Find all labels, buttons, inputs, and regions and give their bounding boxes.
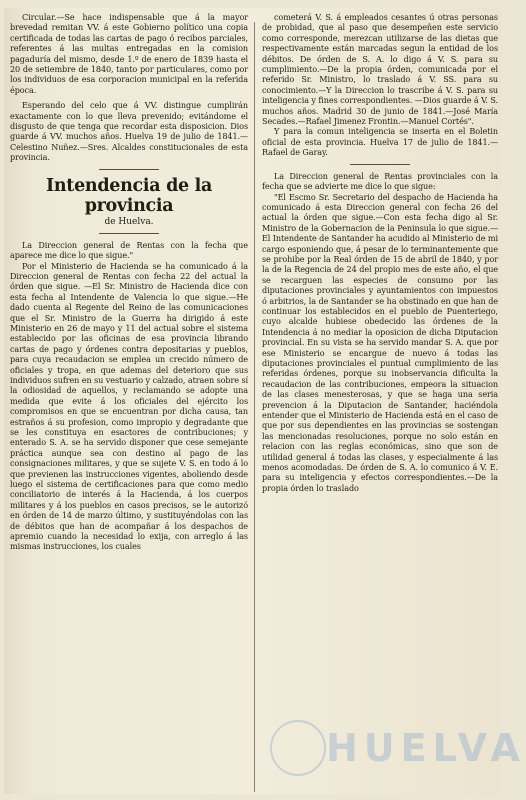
watermark-text: HUELVA <box>326 726 526 770</box>
hacienda-order-paragraph: "El Escmo Sr. Secretario del despacho de Hacienda ha comunicado á esta Direccion general con fecha 26 del actual la órden que sigue.—Con esta fecha digo al Sr. Ministro de la Gobernacion de la Peninsula lo que sigue.—El Intendente de Santander ha acudido al Ministerio de mi cargo esponiendo que, á pesar de lo terminantemente que se prohibe por la Real órden de 15 de abril de 1840, y por la de la Regencia de 24 del propio mes de este año, el que se recarguen las especies de consumo por las diputaciones provinciales y ayuntamientos con impuestos ó arbitrios, la de Santander se ha obstinado en que han de continuar los establecidos en el pueblo de Puenteriego, cuyo alcalde hubiese obedecido las órdenes de la Intendencia á no mediar la oposicion de dicha Diputacion provincial. En su vista se ha servido mandar S. A. que por ese Ministerio se encargue de nuevo á todas las diputaciones provinciales el puntual cumplimiento de las referidas órdenes, porque su inobservancia dificulta la recaudacion de las contribuciones, empeora la situacion de las clases menesterosas, y que se haga una seria prevencion á la Diputacion de Santander, haciéndola entender que el Ministerio de Hacienda está en el caso de que por sus dependientes en las provincias se sostengan las mencionadas resoluciones, porque no solo están en relacion con las reglas económicas, sino que son de utilidad general á todas las clases, y especialmente á las menos acomodadas. De órden de S. A. lo comunico á V. E. para su inteligencia y efectos correspondientes.—De la propia órden lo traslado <box>262 191 498 493</box>
section-title: Intendencia de la provincia <box>45 175 213 216</box>
intendencia-paragraph-1: La Direccion general de Rentas con la fecha que aparece me dice lo que sigue." <box>10 239 248 261</box>
continuation-paragraph: cometerá V. S. á empleados cesantes ú otras personas de probidad, que al paso que desempeñen este servicio como corresponde, merezcan utilizarse de las dietas que respectivamente están marcadas segun la entidad de los débitos. De órden de S. A. lo digo á V. S. para su cumplimiento.—De la propia órden, comunicada por el referido Sr. Ministro, lo traslado á V. SS. para su conocimiento.—Y la Direccion lo trascribe á V. S. para su inteligencia y fines correspondientes. —Dios guarde á V. S. muchos años. Madrid 30 de junio de 1841.—José María Secades.—Rafael Jimenez Frontin.—Manuel Cortés". <box>262 12 498 127</box>
insertion-notice-paragraph: Y para la comun inteligencia se inserta en el Boletin oficial de esta provincia. Huelva 17 de julio de 1841.—Rafael de Garay. <box>262 126 498 158</box>
section-divider-2 <box>99 233 159 234</box>
section-subtitle: de Huelva. <box>104 216 154 227</box>
section-divider <box>99 169 159 170</box>
article-divider <box>350 164 410 165</box>
circular-paragraph-2: Esperando del celo que á VV. distingue cumplirán exactamente con lo que lleva prevenido; evitándome el disgusto de que tenga que recordar esta disposicion. Dios guarde á VV. muchos años. Huelva 19 de julio de 1841.—Celestino Nuñez.—Sres. Alcaldes constitucionales de esta provincia. <box>10 100 248 163</box>
rentas-intro-paragraph: La Direccion general de Rentas provinciales con la fecha que se advierte me dice lo que sigue: <box>262 170 498 192</box>
intendencia-paragraph-2: Por el Ministerio de Hacienda se ha comunicado á la Direccion general de Rentas con fecha 22 del actual la órden que sigue. —El Sr. Ministro de Hacienda dice con esta fecha al Intendente de Valencia lo que sigue.—He dado cuenta al Regente del Reino de las comunicaciones que el Sr. Ministro de la Guerra ha dirigido á este Ministerio en 26 de mayo y 11 del actual sobre el sistema establecido por las oficinas de esa provincia librando cartas de pago y órdenes contra depositarias y pueblos, para cuya recaudacion se emplea un crecido número de oficiales y tropa, en que ademas del deterioro que sus individuos sufren en su vestuario y calzado, atraen sobre sí la odiosidad de aquellos, y reclamando se adopte una medida que evite á los oficiales del ejército los compromisos en que se encuentran por dicha causa, tan estraños á su profesion, como impropio y degradante que se les constituya en esactores de contribuciones; y enterado S. A. se ha servido disponer que cese semejante práctica aunque sea con destino al pago de las consignaciones militares, y que se sujete V. S. en todo á lo que previenen las instrucciones vigentes, aboliendo desde luego el sistema de certificaciones para que como medio conciliatorio de interés á la Hacienda, á los cuerpos militares y á los pueblos en casos precisos, se le autorizó en órden de 14 de marzo último, y sustituyéndolas con las de débitos que han de acompañar á los despachos de apremio cuando la necesidad lo exija, con arreglo á las mismas instrucciones, los cuales <box>10 260 248 552</box>
right-column <box>262 12 498 493</box>
archive-watermark <box>266 716 526 790</box>
column-rule <box>254 22 255 792</box>
seal-icon <box>270 720 326 776</box>
left-column <box>10 12 248 552</box>
newspaper-page <box>4 8 526 794</box>
circular-paragraph-1: Circular.—Se hace indispensable que á la mayor brevedad remitan VV. á este Gobierno político una copia certificada de todas las cartas de pago ó recibos parciales, referentes á las multas entregadas en la comision pagaduría del mismo, desde 1.º de enero de 1839 hasta el 20 de setiembre de 1840, tanto por particulares, como por los individuos de esa corporacion municipal en la referida época. <box>10 12 248 95</box>
